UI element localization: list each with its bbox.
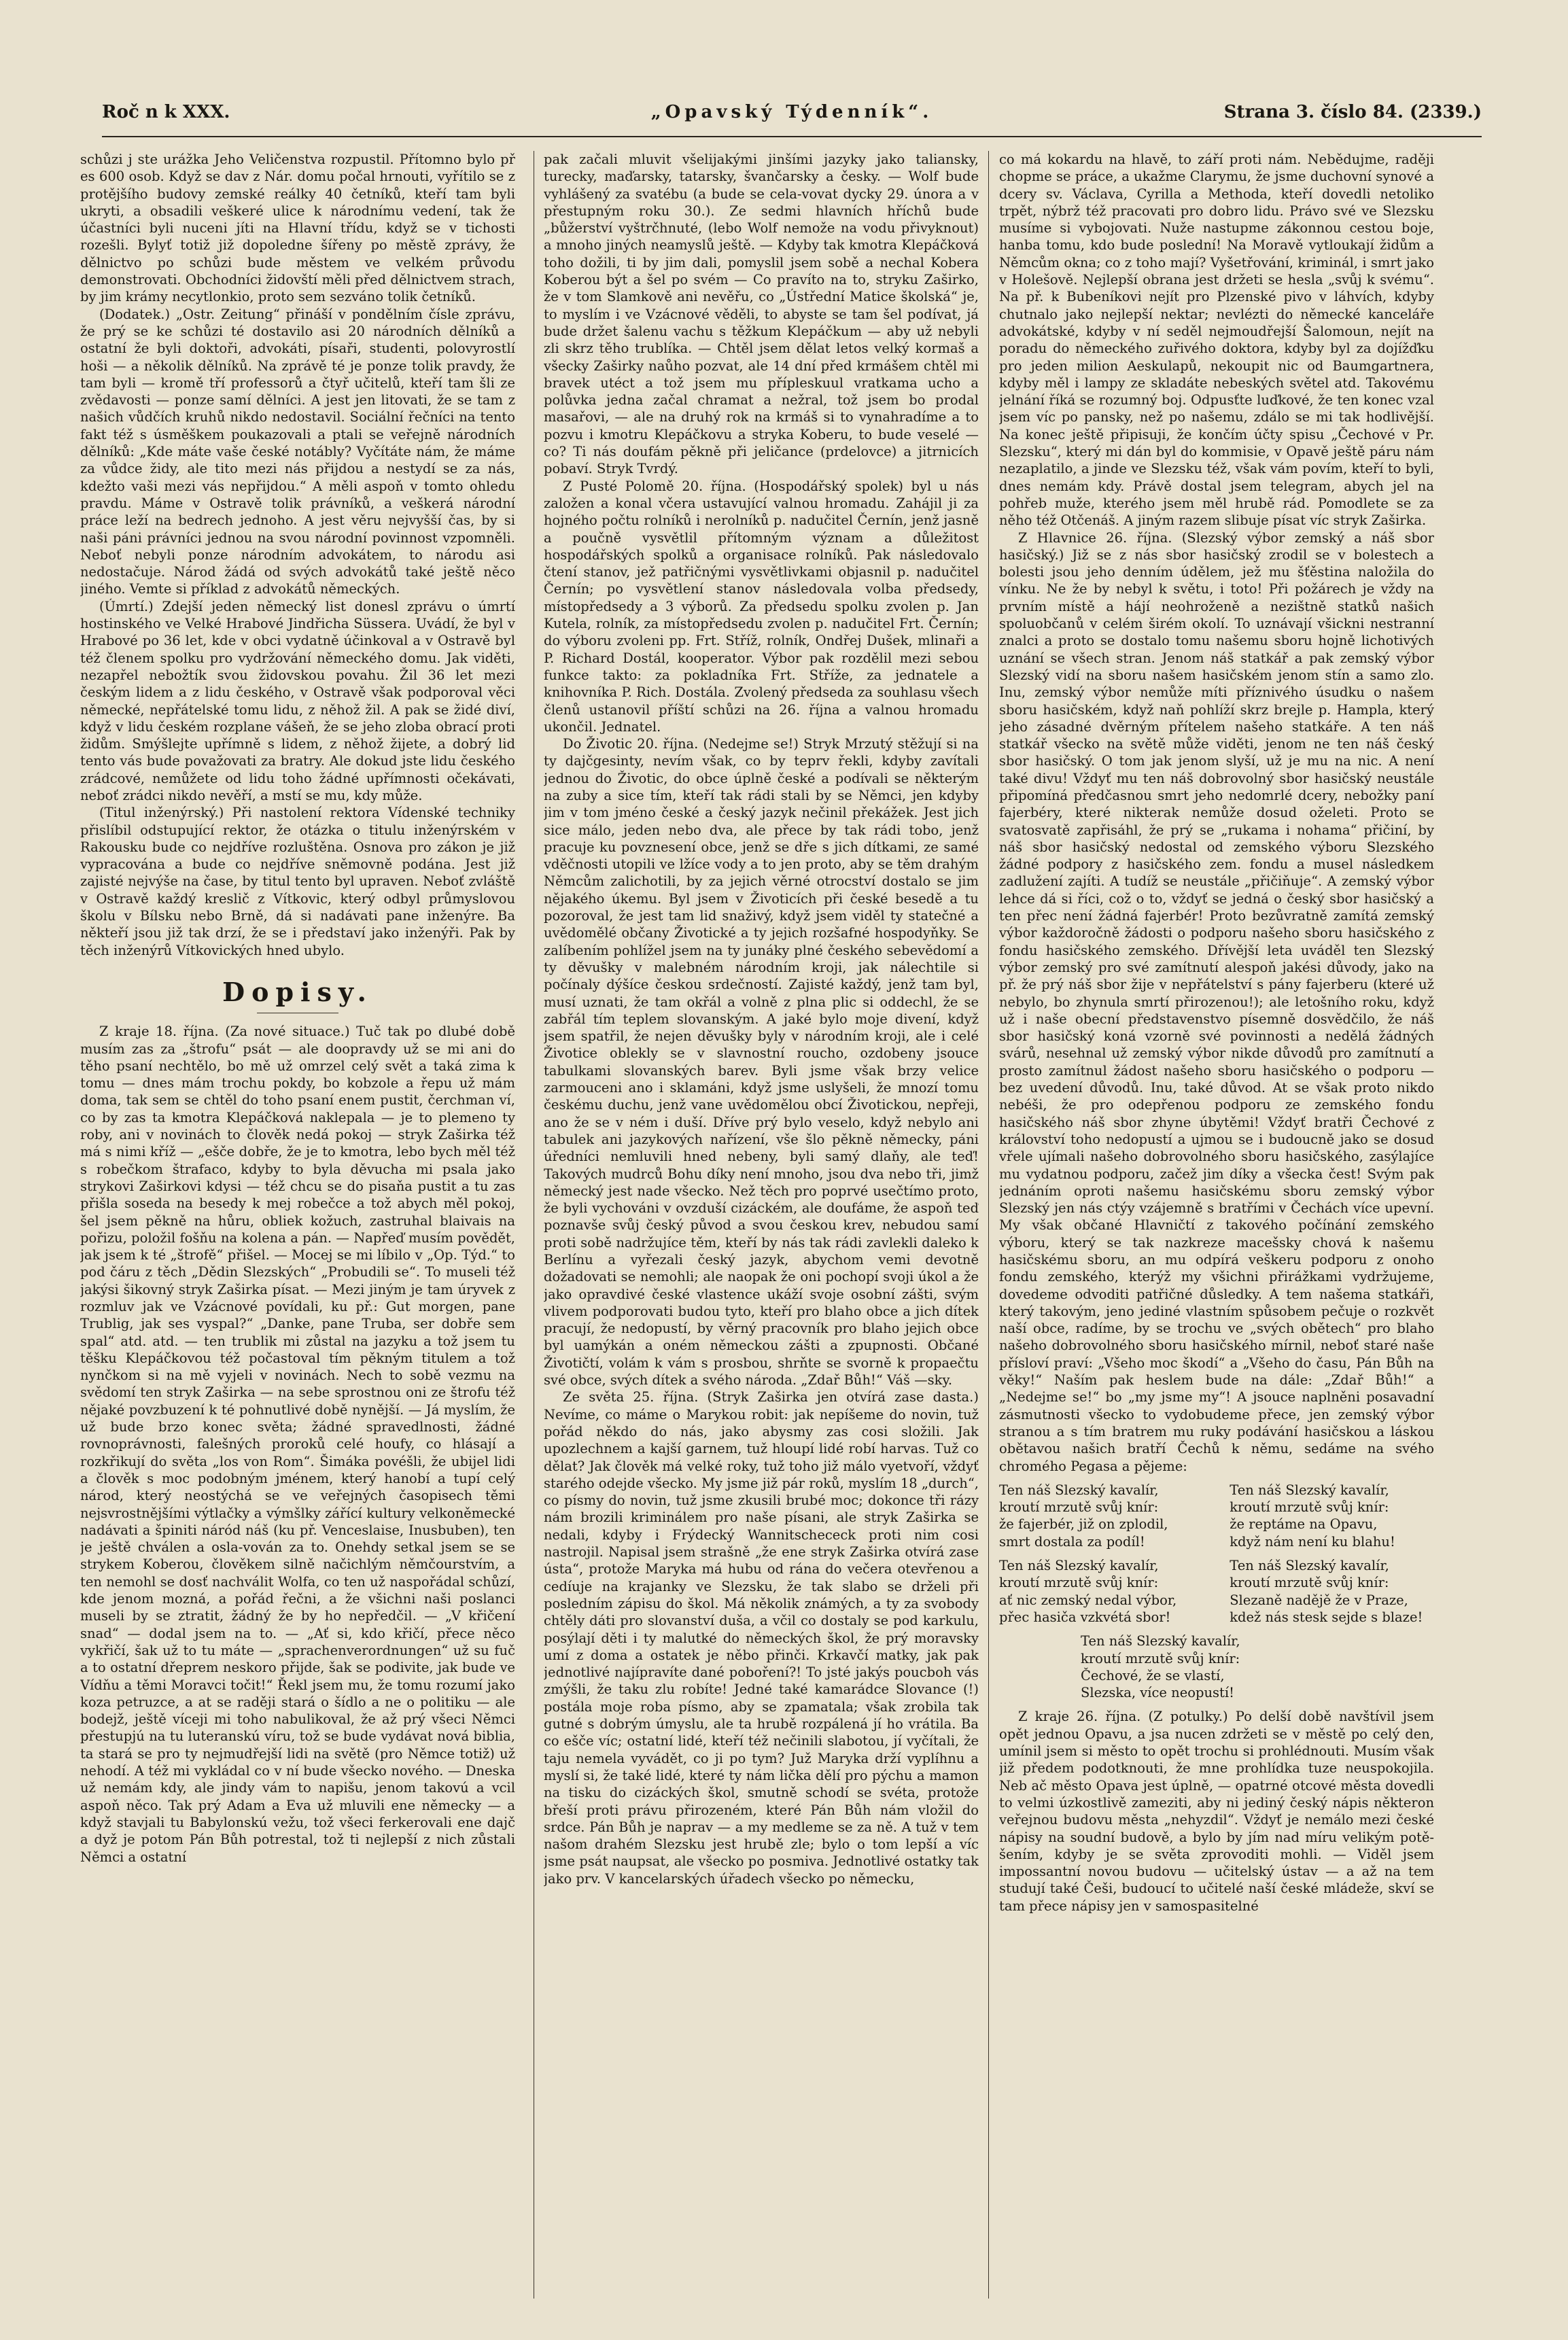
article-text: Ze světa 25. října. (Stryk Zaširka jen otvírá zase dasta.) Nevíme, co máme o Marykou robit: jak nepíšeme do novin, tuž pořád někdo do nás, jako abysmy zas cosi složili. Jak upozlechnem a kajší garnem, tuž hloupí lidé robí harvas. Tuž co dělat? Jak člověk má velké roky, tuž toho již málo vyetvoří, vždyť starého odejde všecko. My jsme již pár roků, myslím 18 „durch“, co písmy do novin, tuž jsme zkusili brubé moc; dokonce tři rázy nám brozili kriminálem pro naše písani, ale stryk Zaširka se nedali, kdyby i Frýdecký Wannitschececk proti nim cosi nastrojil. Napisal jsem strašně „že ene stryk Zaširka otvírá zase ústa“, protože Maryka má hubu od rána do večera otevřenou a cedíuje na krajanky ve Slezsku, že tak slabo se drželi při posledním zápisu do škol. Má několik známých, a ty za svobody chtěly dáti pro slovanství duša, a včil co dostaly se pod karkulu, posýlají děti i ty malutké do německých škol, že prý moravsky umí z doma a ostatek je něbo přinči. Krkavčí matky, jak pak jednotlivé najípravíte dané poboření?! To jsté jakýs poucboh vás zmýšli, že taku zlu robíte! Jedné také kamarádce Slovance (!) postála moje roba písmo, aby se zpamatala; však zrobila tak gutné s dobrým úmyslu, ale ta hrubě rozpálená jí ho vrátila. Ba co ešče víc; ostatní lidé, kteří též nečinili slabotou, jí vyčítali, že taju nemela vyvádět, co ji po tym? Juž Maryka drží vyplíhnu a myslí si, že také lidé, které ty nám lička dělí pro pýchu a mamon na tisku do cizáckých škol, smutně schodí se svéta, protože břeší proti právu přirozeném, které Pán Bůh nám vložil do srdce. Pán Bůh je naprav — a my medleme se za ně. A tuž v tem našom drahém Slezsku jest hrubě zle; bylo o tom lepší a víc jsme psát naupsat, ale všecko po posmiva. Jednotlivé ostatky tak jako prv. V kancelarských úřadech všecko po německu, (544, 1389, 979, 1887)
article-text: Do Životic 20. října. (Nedejme se!) Stryk Mrzutý stěžují si na ty dajčgesinty, nevím však, co by teprv řekli, kdyby zavítali jednou do Životic, do obce úplně české a podívali se některým na zuby a sice tím, kteří tak rádi stali by se Němci, jen kdyby jim v tom jméno české a český jazyk nečinil překážek. Jest jich sice málo, jeden nebo dva, ale přece by tak rádi tobo, jenž pracuje ku povznesení obce, jenž se dře s jich dítkami, ze samé vděčnosti utopili ve lžíce vody a to jen proto, aby se těm drahým Němcům zalichotili, by za jejich věrné otrocství dostalo se jim nějakého úkemu. Byl jsem v Životicích při české besedě a tu pozoroval, že jest tam lid snaživý, když jsem viděl ty statečné a uvědomělé občany Životické a ty jejich rozšafné hospodyňky. Se zalíbením pohlížel jsem na ty junáky plné českého sebevědomí a ty děvušky v malebném národním kroji, jak nálechtile si počínaly dýšíce českou srdečností. Zajisté každý, jenž tam byl, musí uznati, že tam okřál a volně z plna plic si oddechl, že se zabřál tím teplem slovanským. A jaké bylo moje divení, když jsem spatřil, že nejen děvušky byly v národním kroji, ale i celé Životice oblekly se v slavnostní roucho, ozdobeny jsouce tabulkami slovanských barev. Byli jsme však brzy velice zarmouceni ano i sklamáni, když jsme uslyšeli, že mnozí tomu českému duchu, jenž vane uvědomělou obcí Životickou, nepřeji, ano že se v ném i duší. Dříve prý bylo veselo, když nebylo ani tabulek ani jazykových nařízení, vše šlo pěkně německy, páni úředníci nemluvili hned nebeny, byli samý dlaňy, ale teď! Takových mudrců Bohu díky není mnoho, jsou dva nebo tři, jimž německý jest nade všecko. Než těch pro poprvé usečtímo proto, že byli vychováni v ovzduší cizáckém, ale doufáme, že aspoň teď poznavše svůj český původ a svou českou krev, nebudou samí proti sobě nadržujíce těm, kteří by nás tak rádi zavlekli daleko k Berlínu a vyřezali český jazyk, abychom vemi devotně dožadovati se nemohli; ale naopak že oni pochopí svoji úkol a že jako opravdivé české vlastence ukáží svoje osobní zášti, svým vlivem podporovati budou tyto, kteří pro blaho obce a jich dítek pracují, že nedopustí, by věrný pracovník pro blaho jejich obce byl uamýkán a oném německou zášti a zpupnosti. Občané Životičtí, volám k vám s prosbou, shrňte se svorně k propaečtu své obce, svých dítek a svého národa. „Zdař Bůh!“ Váš —sky. (544, 736, 979, 1389)
poem-stanza: Ten náš Slezský kavalír, kroutí mrzutě svůj knír: že reptáme na Opavu, když nám není ku blahu! (1230, 1482, 1395, 1550)
article-text: Z kraje 18. října. (Za nové situace.) Tuč tak po dlubé době musím zas za „štrofu“ psát — ale doopravdy už se mi ani do těho psaní nechtělo, bo mě už omrzel celý svět a taká zima k tomu — dnes mám trochu pokdy, bo kobzole a řepu už mám doma, tak sem se chtěl do toho psaní enem pustit, čerchman ví, co by zas ta kmotra Klepáčková naklepala — je to plemeno ty roby, ani v novinách to člověk nedá pokoj — stryk Zaširka též má s nimi kříž — „ešče dobře, že je to kmotra, lebo bych měl též s robečkom štrafaco, kdyby to byla děvucha mi psala jako strykovi Zaširkovi kdysi — též chcu se do pisaňa pustit a tu zas přišla soseda na besedy k mej robečce a tož abych měl pokoj, šel jsem pěkně na hůru, obliek kožuch, zastruhal blaivais na pořizu, položil fošňu na kolena a pán. — Napřeď musím povědět, jak jsem k té „štrofě“ přišel. — Mocej se mi líbilo v „Op. Týd.“ to pod čáru z těch „Dědin Slezských“ „Probudili se“. To museli též jakýsi šikovný stryk Zaširka písat. — Mezi jiným je tam úryvek z rozmluv jak ve Vzácnové povídali, ku př.: Gut morgen, pane Trublig, jak ses vyspal?“ „Danke, pane Truba, ser dobře sem spal“ atd. atd. — ten trublik mi zůstal na jazyku a tož jsem tu těšku Klepáčkovou též počastoval tím pěkným titulem a tož nynčkom si na mě vyjeli v novinách. Nech to sobě vezmu na svědomí ten stryk Zaširka — na sebe sprostnou oni ze štrofu též nějaké povzbuzení k té pohnutlivé době nynější. — Já myslím, že už bude brzo konec světa; žádné spravedlnosti, žádné rovnoprávnosti, falešných proroků celé houfy, co hlásají a rozkřikují do světa „los von Rom“. Šimáka povéšli, že ubijel lidi a člověk s moc podobným jménem, který hanobí a tupí celý národ, který neostýchá se ve veřejných časopisech těmi nejsvrostnějšími výtlačky a výmšlky zářící kultury velkoněmecké nadávati a špiniti náród náš (ku př. Venceslaise, Inusbuben), ten je ještě chválen a osla-vován za to. Onehdy setkal jsem se se strykem Koberou, člověkem silně načichlým němčourstvím, a ten nemohl se dosť nachválit Wolfa, co ten už naspořádal schůzí, kde jenom mozná, a pořád řečni, a že všichni naši poslanci museli by se ztratit, žádný že by ho nepředčil. — „V křičení snad“ — dodal jsem na to. — „Ať si, kdo křičí, přece něco vykřičí, šak už to tu máte — „sprachenverordnungen“ už su fuč a to ostatní dřeprem neskoro přijde, šak se podivite, jak bude ve Vídňu a těmi Moravci točit!“ Řekl jsem mu, že tomu rozumí jako koza petruzce, a at se raději stará o šídlo a ne o politiku — ale bodejž, ještě víceji mi toho nabulikoval, že až prý všeci Němci přestupjú na tu luteranskú víru, tož se bude vydávat nová biblia, ta stará se pro ty nejmudřejší lidi na světě (pro Němce totiž) už nehodí. A též mi vykládal co v ní bude všecko nového. — Dneska už nemám kdy, ale jindy vám to napišu, jenom takovú a vcil aspoň něco. Tak prý Adam a Eva už mluvili ene německy — a když stavjali tu Babylonskú vežu, tož všeci ferkerovali ene dajč a dyž je potom Pán Bůh potrestal, tož ti nejlepší z nich zůstali Němci a ostatní (80, 1024, 515, 1865)
issue-label: Roč n k XXX. (102, 102, 230, 122)
article-text: (Dodatek.) „Ostr. Zeitung“ přináší v pondělním čísle zprávu, že prý se ke schůzi té dostavilo asi 20 národních dělníků a ostatní že byli doktoři, advokáti, písaři, studenti, polovyrostlí hoši — a několik dělníků. Na zprávě té je ponze tolik pravdy, že tam byli — kromě tří professorů a čtyř učitelů, kteří tam šli ze zvědavosti — ponze samí dělníci. A jest jen litovati, že se tam z našich vůdčích kruhů nikdo nedostavil. Sociální řečníci na tento fakt též s úsměškem poukazovali a ptali se veřejně národních dělníků: „Kde máte vaše české notábly? Vyčítáte nám, že máme za vůdce židy, ale tito mezi nás přijdou a nestydí se za nás, kdežto vaši mezi vás nepřijdou.“ A měli aspoň v tomto ohledu pravdu. Máme v Ostravě tolik právníků, a veškerá národní práce leží na bedrech jednoho. A jest věru nejvyšší čas, by si naši páni právníci jednou na svou národní povinnost vzpomněli. Neboť nebyli ponze národním advokátem, to národu asi nedostačuje. Národ žádá od svých advokátů také ještě něco jiného. Vemte si příklad z advokátů německých. (80, 306, 515, 597)
header-rule (102, 136, 1482, 137)
page-header (102, 102, 1482, 136)
article-text: schůzi j ste urážka Jeho Veličenstva rozpustil. Přítomno bylo př es 600 osob. Když se dav z Nár. domu počal hrnouti, vyřítilo se z protějšího budovy zemské reálky 40 četníků, kteří tam byli ukryti, a obsadili veškeré ulice k národnímu vedení, tak že účastníci byli nuceni jíti na Hlavní třídu, když se v tichosti rozešli. Bylyť totiž již dopoledne šířeny po městě zprávy, že dělnictvo po schůzi bude městem ve velkém průvodu demonstrovati. Obchodníci židovští měli před dělnictvem strach, by jim krámy necytlonkio, proto sem sezváno tolik četníků. (80, 152, 515, 305)
newspaper-title: „Opavský Týdenník“. (650, 102, 933, 122)
article-text: (Úmrtí.) Zdejší jeden německý list donesl zprávu o úmrtí hostinského ve Velké Hrabové Jindřicha Süssera. Uvádí, že byl v Hrabové po 36 let, kde v obci vydatně účinkoval a v Ostravě byl též členem spolku pro vydržování německého domu. Jak viděti, nezapřel nebožtík svou židovskou povahu. Žil 36 let mezi českým lidem a z lidu českého, v Ostravě však podporoval věci německé, nepřátelské tomu lidu, z něhož žil. A pak se židé diví, když v lidu českém rozplane vášeň, že se jeho zloba obrací proti židům. Smýšlejte upřímně s lidem, z něhož žijete, a dobrý lid tento vás bude považovati za bratry. Ale dokud jste lidu českého zrádcové, nemůžete od lidu toho žádné upřímnosti očekávati, neboť zrádci nikdo nevěří, a mstí se mu, kdy může. (80, 598, 515, 803)
article-text: pak začali mluvit všelijakými jinšími jazyky jako taliansky, turecky, maďarsky, tatarsky, švančarsky a česky. — Wolf bude vyhlášený za svatébu (a bude se cela-vovat dycky 29. února a v přestupným roku 30.). Ze sedmi hlavních hříchů bude „bůžerství vyštrčhnuté, (lebo Wolf nemože na vodu přivyknout) a mnoho jiných neamyslů ještě. — Kdyby tak kmotra Klepáčková toho dožili, ti by jim dali, pomyslil jsem sobě a nechal Kobera Koberou být a šel po svém — Co pravíto na to, stryku Zaširko, že v tom Slamkově ani nevěřu, co „Ústřední Matice školská“ je, to myslím i ve Vzácnové věděli, to abyste se tam šel podívat, já bude držet šalenu vachu s těžkum Klepáčkum — aby už nebyli zli skrz těho trublíka. — Chtěl jsem dělat letos velký kormaš a všecky Zaširky naůho pozvat, ale 14 dní před krmášem chtěl mi bravek utéct a tož jsem mu přípleskuul vratkama ucho a polůvka jedna začal chramat a nežral, tož jsem bo prodal masařovi, — ale na druhý rok na krmáš si to vynahradíme a to pozvu i kmotru Klepáčkovu a stryka Koberu, to bude veselé — co? Ti nás doufám pěkně při jeličance (prdelovce) a jitrnicích pobaví. Stryk Tvrdý. (544, 152, 979, 477)
column-divider (988, 151, 989, 2299)
poem (999, 1482, 1434, 1702)
article-text: (Titul inženýrský.) Při nastolení rektora Vídenské techniky přislíbil odstupující rektor, že otázka o titulu inženýrském v Rakousku bude co nejdříve rozluštěna. Osnova pro zákon je již vypracována a bude co nejdříve sněmovně podána. Jest již zajisté nejvýše na čase, by titul tento byl upraven. Neboť zvláště v Ostravě každý kreslič z Vítkovic, který odbyl průmyslovou školu v Bílsku nebo Brně, dá si nadávati pane inženýre. Ba někteří jsou již tak drzí, že se i představí jako inženýři. Pak by těch inženýrů Vítkovických hned ubylo. (80, 805, 515, 958)
article-text: Z Hlavnice 26. října. (Slezský výbor zemský a náš sbor hasičský.) Již se z nás sbor hasičský zrodil se v bolestech a bolesti jsou jeho denním údělem, jež mu šťěstina naložila do vínku. Ne že by nebyl k světu, i toto! Při požárech je vždy na prvním místě a hájí neohroženě a nezištně statků našich spoluobčanů v celém širém okolí. To uznávají všickni nestranní znalci a proto se dostalo tomu našemu sboru hojně lichotivých uznání se všech stran. Jenom náš statkář a pak zemský výbor Slezský vidí na sboru našem hasičském jenom stín a samo zlo. Inu, zemský výbor nemůže míti příznivého úsudku o našem sboru hasičském, když naň pohlíží skrz brejle p. Hampla, který jeho zásadné dvěrným přítelem našeho statkáře. A ten náš statkář všecko na světě může viděti, jenom ne ten náš český sbor hasičský. O tom jak jenom slyší, už je mu na nic. A není také divu! Vždyť mu ten náš dobrovolný sbor hasičský neustále připomíná předčasnou smrt jeho nedomrlé dcery, nebožky paní fajerbéry, které nikterak nemůže dosud oželeti. Proto se svatosvatě zapřisáhl, že prý se „rukama i nohama“ přičiní, by náš sbor hasičský nedostal od zemského výboru Slezského žádné podpory z hasičského zem. fondu a musel následkem zadlužení zajíti. A tudíž se neustále „přičiňuje“. A zemský výbor lehce dá si říci, což o to, vždyť se jedná o český sbor hasičský a ten přec není žádná fajerbér! Proto bezůvratně zamítá zemský výbor každoročně žádosti o podporu našeho sboru hasičského z fondu hasičského zemského. Dřívější leta uváděl ten Slezský výbor zemský pro své zamítnutí alespoň jakési důvody, jako na př. že prý náš sbor žije v nepřátelství s pány fajerberu (které už nebylo, bo zhynula smrtí přirozenou!); ale letošního roku, když už i naše obecní představenstvo písemně dosvědčilo, že náš sbor hasičský koná vzorně své povinnosti a nedělá žádných svárů, nesehnal už zemský výbor nikde důvodů pro zamítnutí a prosto zamítnul žádost našeho sboru hasičského o podporu — bez uvedení důvodů. Inu, také důvod. At se však proto nikdo nebéši, že pro odepřenou podporu ze zemského fondu hasičského náš sbor zhyne úbytěmi! Vždyť bratři Čechové z království toho nedopustí a ujmou se i budoucně jako se dosud vřele ujímali našeho dobrovolného sboru hasičského, zasýlajíce mu vydatnou podporu, začež jim díky a všecka čest! Svým pak jednáním oproti našemu hasičskému sboru zemský výbor Slezský jen nás ctýy vzájemně s bratřími v Čechách více upevní. My však občané Hlavničtí z takového počínání zemského výboru, který se tak nazkreze macešsky chová k našemu hasičskému sboru, an mu odpírá veškeru podporu z onoho fondu zemského, kterýž my všichni přirážkami vydržujeme, dovedeme odvoditi patřičné důsledky. A tem našema statkáři, který takovým, jeno jediné vlastním spůsobem pečuje o rozkvět naší obce, radíme, by se trochu ve „svých obětech“ pro blaho našeho dobrovolného sboru hasičského mírnil, neboť staré naše přísloví praví: „Všeho moc škodí“ a „Všeho do času, Pán Bůh na věky!“ Naším pak heslem bude na dále: „Zdař Bůh!“ a „Nedejme se!“ bo „my jsme my“! A jsouce naplněni posavadní zásmutnosti všecko to vydobudeme přece, jen zemský výbor stranou a s tím bratrem mu ruky podávání hasičskou a láskou obětavou našich bratří Čechů k němu, sedáme na svého chromého Pegasa a pějeme: (999, 529, 1434, 1474)
column-2 (544, 151, 979, 2285)
column-1 (80, 151, 515, 2285)
article-text: Z kraje 26. října. (Z potulky.) Po delší době navštívil jsem opět jednou Opavu, a jsa nucen zdržeti se v městě po celý den, umínil jsem si město to opět trochu si prohlédnouti. Musím však již předem podotknouti, že mne prohlídka tuze neuspokojila. Neb ač město Opava jest úplně, — opatrné otcové města dovedli to velmi úzkostlivě zameziti, aby ni jediný český nápis některon veřejnou budovu města „nehyzdil“. Vždyť je nemálo mezi české nápisy na soudní budově, a bylo by jím nad míru velikým potěšením, kdyby je se světa zprovoditi mohli. — Viděl jsem impossantní novou budovu — učitelský ústav — a až na tem studují také Češi, budoucí to učitelé naší české mládeže, skví se tam přece nápisy jen v samospasitelné (999, 1709, 1434, 1914)
article-text: co má kokardu na hlavě, to září proti nám. Nebědujme, raději chopme se práce, a ukažme Clarymu, že jsme duchovní synové a dcery sv. Václava, Cyrilla a Methoda, kteří dovedli netoliko trpět, nýbrž též pracovati pro dobro lidu. Právo své ve Slezsku musíme si vybojovati. Nuže nastupme zákonnou cestou boje, hanba tomu, kdo bude poslední! Na Moravě vytloukají židům a Němcům okna; co z toho mají? Vyšetřování, kriminál, i smrt jako v Holešově. Nejlepší obrana jest držeti se hesla „svůj k svému“. Na př. k Bubeníkovi nejít pro Plzenské pivo v láhvích, kdyby chutnalo jako nejlepší nektar; nevlézti do německé kanceláře advokátské, kdyby v ní seděl nejmoudřejší Šalomoun, nejít na poradu do německého zuřivého doktora, kdyby byl za dojížďku pro jeden milion Aeskulapů, nekoupit nic od Baumgartnera, kdyby měl i lampy ze skladáte nebeských světel atd. Takovému jelnání říká se rozumný boj. Odpusťte luďkové, že ten konec vzal jsem víc po pansky, než po našemu, zdálo se mi tak hodlivější. Na konec ještě připisuji, že končím účty spisu „Čechové v Pr. Slezsku“, který mi dán byl do kommisie, v Opavě ještě páru nám nezaplatilo, a jinde ve Slezsku též, však vám povím, kteří to byli, dnes nemám kdy. Právě dostal jsem telegram, abych jel na pohřeb muže, kterého jsem měl hrubě rád. Pomodlete se za něho též Otčenáš. A jiným razem slibuje písat víc stryk Zaširka. (999, 152, 1434, 529)
poem-stanza: Ten náš Slezský kavalír, kroutí mrzutě svůj knír: Čechové, že se vlastí, Slezska, více neopustí! (1081, 1633, 1240, 1701)
section-title: Dopisy. (222, 976, 373, 1007)
poem-stanza: Ten náš Slezský kavalír, kroutí mrzutě svůj knír: ať nic zemský nedal výbor, přec hasiča vzkvétá sbor! (999, 1558, 1177, 1625)
page-number: Strana 3. číslo 84. (2339.) (1223, 102, 1482, 122)
column-3 (999, 151, 1434, 2285)
poem-stanza: Ten náš Slezský kavalír, kroutí mrzutě svůj knír: že fajerbér, již on zplodil, smrt dostala za podíl! (999, 1482, 1168, 1550)
article-text: Z Pusté Polomě 20. října. (Hospodářský spolek) byl u nás založen a konal včera ustavující valnou hromadu. Zahájil ji za hojného počtu rolníků i nerolníků p. nadučitel Černín, jenž jasně a poučně vysvětlil přítomným význam a důležitost hospodářských spolků a organisace rolníků. Pak následovalo čtení stanov, jež patřičnými vysvětlivkami objasnil p. nadučitel Černín; po vysvětlení stanov následovala volba předsedy, místopředsedy a 3 výborů. Za předsedu spolku zvolen p. Jan Kutela, rolník, za místopředsedu zvolen p. nadučitel Frt. Černín; do výboru zvoleni pp. Frt. Stříž, rolník, Ondřej Dušek, mlinaři a P. Richard Dostál, kooperator. Výbor pak rozdělil mezi sebou funkce takto: za pokladníka Frt. Stříže, za jednatele a knihovníka P. Rich. Dostála. Zvolený předseda za souhlasu všech členů ustanovil příští schůzi na 26. října a valnou hromadu ukončil. Jednatel. (544, 478, 979, 735)
poem-stanza: Ten náš Slezský kavalír, kroutí mrzutě svůj knír: Slezaně nadějě že v Praze, kdež nás stesk sejde s blaze! (1230, 1558, 1423, 1625)
